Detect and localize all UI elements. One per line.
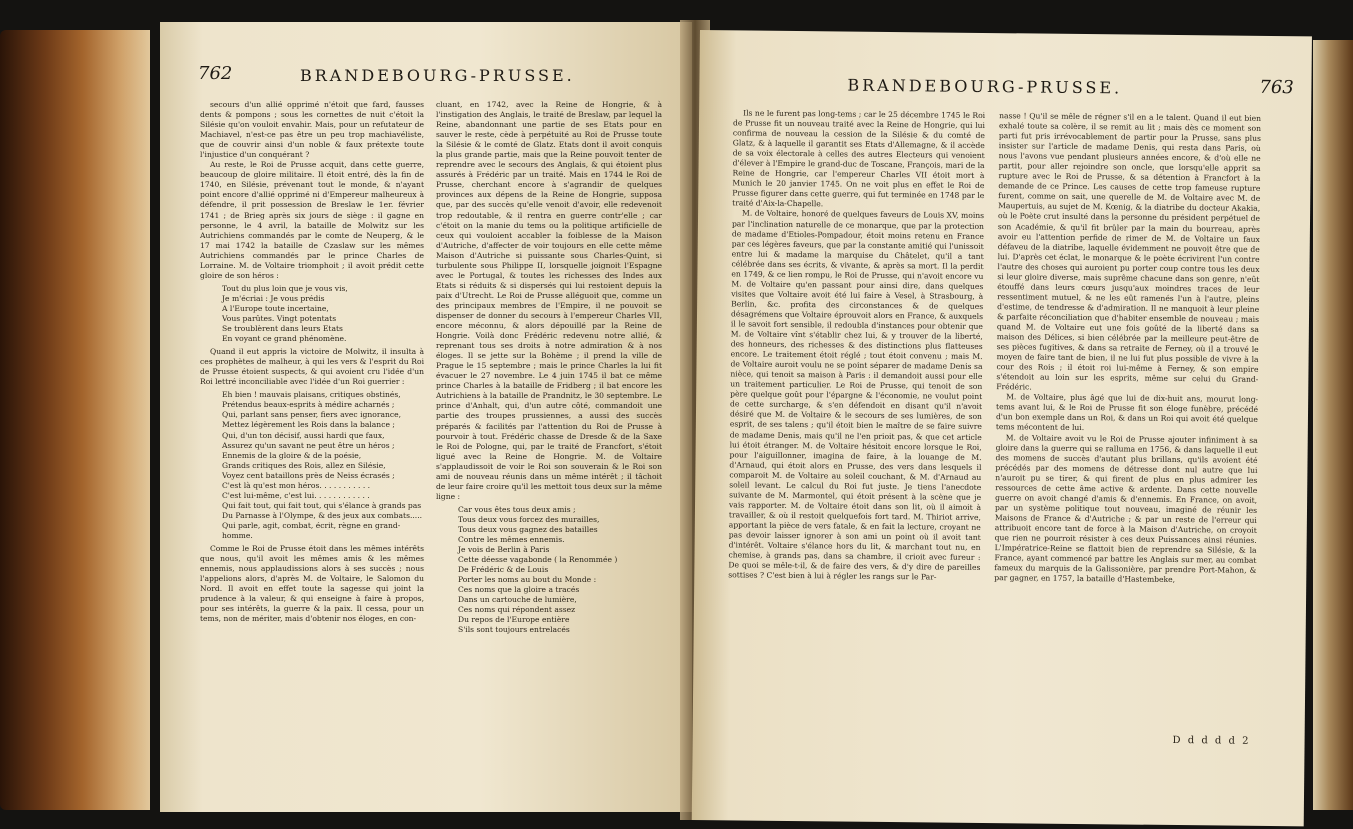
- verse-line: C'est lui-même, c'est lui. . . . . . . . . . . .: [222, 490, 370, 500]
- verse-line: Mettez légèrement les Rois dans la balance ;: [222, 420, 395, 430]
- verse-line: Tout du plus loin que je vous vis,: [222, 283, 348, 293]
- verse-line: Qui, parlant sans penser, fiers avec ignorance,: [222, 410, 402, 420]
- verse-block: [222, 284, 424, 344]
- verse-line: De Frédéric & de Louis: [458, 565, 549, 575]
- verse-line: C'est là qu'est mon héros. . . . . . . . . . .: [222, 480, 371, 490]
- left-page: [160, 22, 692, 812]
- verse-line: Je vois de Berlin à Paris: [458, 545, 550, 555]
- right-page: [692, 30, 1312, 826]
- paragraph: M. de Voltaire avoit vu le Roi de Prusse ajouter infiniment à sa gloire dans la guerre qui se ralluma en 1756, & dans laquelle il eut des momens de succès d'autant plus brillans, qu'ils avoient été précédés par des momens de détresse dont nul autre que lui n'auroit pu se tirer, & qui firent de plus en plus admirer les ressources de cette âme active & ardente. Dans cette nouvelle guerre on avoit changé d'amis & d'ennemis. En France, on avoit, par un système politique tout nouveau, imaginé de réunir les Maisons de France & d'Autriche ; & par un reste de l'erreur qui attribuoit encore tant de force à la Maison d'Autriche, on croyoit que rien ne pourroit résister à ces deux Puissances ainsi réunies. L'Impératrice-Reine se flattoit bien de reprendre sa Silésie, & la France, ayant commencé par battre les Anglais sur mer, au combat fameux du marquis de la Galissonière, par prendre Port-Mahon, & par gagner, en 1757, la bataille d'Hastembeke,: [994, 432, 1258, 585]
- paragraph: Comme le Roi de Prusse étoit dans les mêmes intérêts que nous, qu'il avoit les mêmes amis & les mêmes ennemis, nous applaudissions alors à ses succès ; nous l'appelions alors, d'après M. de Voltaire, le Salomon du Nord. Il avoit en effet toute la sagesse qui joint la prudence à la valeur, & qui enseigne à faire à propos, pour ses intérêts, la guerre & la paix. Il cessa, pour un tems, non de mériter, mais d'obtenir nos éloges, en con-: [200, 544, 424, 624]
- text-column: [994, 111, 1261, 586]
- verse-line: Porter les noms au bout du Monde :: [458, 575, 597, 585]
- paragraph: nasse ! Qu'il se mêle de régner s'il en a le talent. Quand il eut bien exhalé toute sa colère, il se remit au lit ; mais dès ce moment son parti fut pris irrévocablement de partir pour la Prusse, sans plus insister sur l'article de madame Denis, qui resta dans Paris, où nous l'avons vue pendant plusieurs années encore, & d'où elle ne partit, pour aller rejoindre son oncle, que lorsqu'elle apprit sa rupture avec le Roi de Prusse, & sa détention à Francfort à la demande de ce Prince. Les causes de cette trop fameuse rupture furent, comme on sait, une querelle de M. de Voltaire avec M. de Maupertuis, au sujet de M. Kœnig, & la diatribe du docteur Akakia, où le Poète crut insulté dans la personne du président perpétuel de son Académie, & qu'il fit brûler par la main du bourreau, après avoir eu l'attention perfide de rimer de M. de Voltaire un faux défaveu de la diatribe, laquelle évidemment ne pouvoit être que de lui. D'après cet éclat, le monarque & le poète écrivirent l'un contre l'autre des choses qui auroient pu porter coup contre tous les deux si leur gloire diverse, mais suprême chacune dans son genre, n'eût étouffé dans leurs cœurs jusqu'aux moindres traces de leur ressentiment mutuel, & ne les eût ramenés l'un à l'autre, pleins d'estime, de tendresse & d'admiration. Il ne manquoit à leur pleine & parfaite réconciliation que d'habiter ensemble de nouveau ; mais quand M. de Voltaire eut une fois goûté de la liberté dans sa maison des Délices, si bien célébrée par la meilleure peut-être de ses pièces fugitives, & dans sa retraite de Ferney, où il a trouvé le moyen de faire tant de bien, il ne lui fut plus possible de vivre à la cour des Rois ; il étoit roi lui-même à Ferney, & son empire s'étendoit au loin sur les esprits, même sur celui du Grand-Frédéric.: [996, 111, 1262, 392]
- verse-line: Car vous êtes tous deux amis ;: [458, 504, 576, 514]
- verse-line: Qui parle, agit, combat, écrit, règne en grand-: [222, 520, 401, 530]
- verse-block: [458, 505, 662, 636]
- verse-line: Ces noms qui répondent assez: [458, 605, 576, 615]
- paragraph: Ils ne le furent pas long-tems ; car le 25 décembre 1745 le Roi de Prusse fit un nouveau traité avec la Reine de Hongrie, qui lui confirma de nouveau la cession de la Silésie & du comté de Glatz, & à laquelle il garantit ses Etats d'Allemagne, & il accède de sa voix électorale à celles des autres Electeurs qui venoient d'élever à l'Empire le grand-duc de Toscane, François, mari de la Reine de Hongrie, car l'empereur Charles VII étoit mort à Munich le 20 janvier 1745. On ne voit plus en effet le Roi de Prusse figurer dans cette guerre, qui fut terminée en 1748 par le traité d'Aix-la-Chapelle.: [732, 108, 986, 209]
- verse-line: Eh bien ! mauvais plaisans, critiques obstinés,: [222, 390, 401, 400]
- verse-line: S'ils sont toujours entrelacés: [458, 625, 570, 635]
- running-head: BRANDEBOURG-PRUSSE.: [847, 75, 1123, 98]
- verse-line: Dans un cartouche de lumière,: [458, 595, 577, 605]
- verse-line: Du Parnasse à l'Olympe, & des jeux aux combats.....: [222, 510, 423, 520]
- verse-line: Cette déesse vagabonde ( la Renommée ): [458, 555, 618, 565]
- text-column: [728, 108, 985, 583]
- verse-line: Se troublèrent dans leurs Etats: [222, 324, 343, 334]
- paragraph: M. de Voltaire, honoré de quelques faveurs de Louis XV, moins par l'inclination naturelle de ce monarque, que par la protection de madame d'Etioles-Pompadour, étoit moins retenu en France par ces légères faveurs, que par la constante amitié qui l'unissoit entre lui & madame la marquise du Châtelet, qu'il a tant célébrée dans ses écrits, & vivante, & après sa mort. Il la perdit en 1749, & ce lien rompu, le Roi de Prusse, qui n'avoit encore vu M. de Voltaire qu'en passant pour ainsi dire, dans quelques visites que Voltaire avoit été lui faire à Vesel, à Strasbourg, à Berlin, &c. profita des circonstances & de quelques désagrémens que Voltaire éprouvoit alors en France, & auxquels il le savoit fort sensible, il redoubla d'instances pour obtenir que M. de Voltaire vînt s'établir chez lui, & y trouver de la liberté, des honneurs, des richesses & des distinctions plus flatteuses encore. Le traitement étoit réglé ; tout étoit convenu ; mais M. de Voltaire auroit voulu ne se point séparer de madame Denis sa nièce, qui tenoit sa maison à Paris : il demandoit aussi pour elle un traitement particulier. Le Roi de Prusse, qui tenoit de son père quelque goût pour l'épargne & l'économie, ne voulut point de cette surcharge, & s'en défendoit en disant qu'il n'avoit désiré que M. de Voltaire & le secours de ses lumières, de son esprit, de ses talens ; qu'il étoit bien le maître de se faire suivre de madame Denis, mais qu'il ne l'en prioit pas, & que cet article lui étoit étranger. M. de Voltaire hésitoit encore lorsque le Roi, pour l'aiguillonner, imagina de faire, à la louange de M. d'Arnaud, qui étoit alors en Prusse, des vers dans lesquels il comparoit M. de Voltaire au soleil couchant, & M. d'Arnaud au soleil levant. Le calcul du Roi fut juste. Je tiens l'anecdote suivante de M. Marmontel, qui étoit présent à la scène que je vais rapporter. M. de Voltaire étoit dans son lit, où il aimoit à travailler, & où il restoit quelquefois fort tard. M. Thiriot arrive, apportant la pièce de vers fatale, & en fait la lecture, croyant ne pas devoir laisser ignorer à son ami un point où il avoit tant d'intérêt. Voltaire s'élance hors du lit, & marchant tout nu, en chemise, à grands pas, dans sa chambre, il crioit avec fureur : De quoi se mêle-t-il, & de faire des vers, & d'y dire de pareilles sottises ? C'est bien à lui à régler les rangs sur le Par-: [728, 208, 985, 582]
- verse-line: Vous parûtes. Vingt potentats: [222, 313, 337, 323]
- verse-line: A l'Europe toute incertaine,: [222, 303, 329, 313]
- verse-block: [222, 390, 424, 541]
- verse-line: Tous deux vous forcez des murailles,: [458, 514, 600, 524]
- book-edge-left: [0, 30, 150, 810]
- text-column: [436, 100, 662, 638]
- verse-line: homme.: [222, 530, 253, 540]
- verse-line: Qui fait tout, qui fait tout, qui s'élance à grands pas: [222, 500, 422, 510]
- paragraph: secours d'un allié opprimé n'étoit que fard, fausses dents & pompons ; sous les cornettes de nuit c'étoit la Silésie qu'on vouloit envahir. Mais, pour un refutateur de Machiavel, n'est-ce pas être un peu trop machiavéliste, que de couvrir ainsi d'un noble & faux prétexte toute l'injustice d'un conquérant ?: [200, 100, 424, 160]
- paragraph: M. de Voltaire, plus âgé que lui de dix-huit ans, mourut long-tems avant lui, & le Roi de Prusse fit son éloge funèbre, précédé d'un bon exemple dans un Roi, & dans un Roi qui avoit été quelque tems mécontent de lui.: [995, 392, 1259, 433]
- verse-line: Contre les mêmes ennemis.: [458, 535, 565, 545]
- page-number: 763: [1259, 76, 1294, 99]
- verse-line: En voyant ce grand phénomène.: [222, 334, 347, 344]
- verse-line: Ennemis de la gloire & de la poésie,: [222, 450, 362, 460]
- text-column: [200, 100, 424, 624]
- paragraph: Au reste, le Roi de Prusse acquit, dans cette guerre, beaucoup de gloire militaire. Il étoit entré, dès la fin de 1740, en Silésie, prévenant tout le monde, & n'ayant point encore d'allié opprimé ni d'Empereur malheureux à défendre, il prit possession de Breslaw le 1er. février 1741 ; de Brieg après six jours de siège : il gagne en personne, le 4 avril, la bataille de Molwitz sur les Autrichiens commandés par le comte de Neuperg, & le 17 mai 1742 la bataille de Czaslaw sur les mêmes Autrichiens commandés par le prince Charles de Lorraine. M. de Voltaire triomphoit ; il avoit prédit cette gloire de son héros :: [200, 160, 424, 280]
- verse-line: Assurez qu'un savant ne peut être un héros ;: [222, 440, 395, 450]
- paragraph: Quand il eut appris la victoire de Molwitz, il insulta à ces prophètes de malheur, à qui les vers & l'esprit du Roi de Prusse étoient suspects, & qui avoient cru l'idée d'un Roi lettré inconciliable avec l'idée d'un Roi guerrier :: [200, 347, 424, 387]
- book-edge-right: [1313, 40, 1353, 810]
- signature-mark: D d d d d 2: [1172, 734, 1251, 747]
- verse-line: Ces noms que la gloire a tracés: [458, 585, 580, 595]
- verse-line: Tous deux vous gagnez des batailles: [458, 524, 598, 534]
- verse-line: Qui, d'un ton décisif, aussi hardi que faux,: [222, 430, 385, 440]
- verse-line: Grands critiques des Rois, allez en Silésie,: [222, 460, 386, 470]
- running-head: BRANDEBOURG-PRUSSE.: [300, 66, 575, 85]
- verse-line: Voyez cent bataillons près de Neiss écrasés ;: [222, 470, 395, 480]
- paragraph: cluant, en 1742, avec la Reine de Hongrie, & à l'instigation des Anglais, le traité de Breslaw, par lequel la Reine, abandonnant une partie de ses Etats pour en sauver le reste, cède à perpétuité au Roi de Prusse toute la Silésie & le comté de Glatz. Etats dont il avoit conquis la plus grande partie, mais que la Reine pouvoit tenter de reprendre avec le secours des Anglais, & qui étoient plus assurés à Frédéric par un traité. Mais en 1744 le Roi de Prusse, cherchant encore à s'agrandir de quelques provinces aux dépens de la Reine de Hongrie, supposa que, par des succès qu'elle venoit d'avoir, elle redevenoit trop redoutable, & il rentra en guerre contr'elle ; car c'étoit on la manie du tems ou la politique artificielle de ceux qui vouloient accabler la foiblesse de la Maison d'Autriche, d'affecter de voir toujours en elle cette même Maison d'Autriche si puissante sous Charles-Quint, si turbulente sous Philippe II, lorsquelle joignoit l'Espagne avec le Portugal, & toutes les richesses des Indes aux Etats si réduits & si dispersés qui lui restoient depuis la paix d'Utrecht. Le Roi de Prusse alléguoit que, comme un des principaux membres de l'Empire, il ne pouvoit se dispenser de donner du secours à l'empereur Charles VII, encore méconnu, & alors dépouillé par la Reine de Hongrie. Voilà donc Frédéric redevenu notre allié, & reprenant tous ses droits à notre admiration & à nos éloges. Il se jette sur la Bohème ; il prend la ville de Prague le 15 septembre ; mais le prince Charles la lui fit évacuer le 27 novembre. Le 4 juin 1745 il bat ce même prince Charles à la bataille de Fridberg ; il bat encore les Autrichiens à la bataille de Prandnitz, le 30 septembre. Le prince d'Anhalt, qui, d'un autre côté, commandoit une partie des troupes prussiennes, a aussi des succès préparés & facilités par l'attention du Roi de Prusse à pourvoir à tout. Frédéric chasse de Dresde & de la Saxe le Roi de Pologne, qui, par le traité de Francfort, s'étoit ligué avec la Reine de Hongrie. M. de Voltaire s'applaudissoit de voir le Roi son souverain & le Roi son ami de nouveau réunis dans un même intérêt ; il tâchoit de leur faire croire qu'il les mettoit tous deux sur la même ligne :: [436, 100, 662, 501]
- page-number: 762: [198, 63, 233, 84]
- verse-line: Prétendus beaux-esprits à médire acharnés ;: [222, 400, 395, 410]
- verse-line: Je m'écriai : Je vous prédis: [222, 293, 325, 303]
- verse-line: Du repos de l'Europe entière: [458, 615, 570, 625]
